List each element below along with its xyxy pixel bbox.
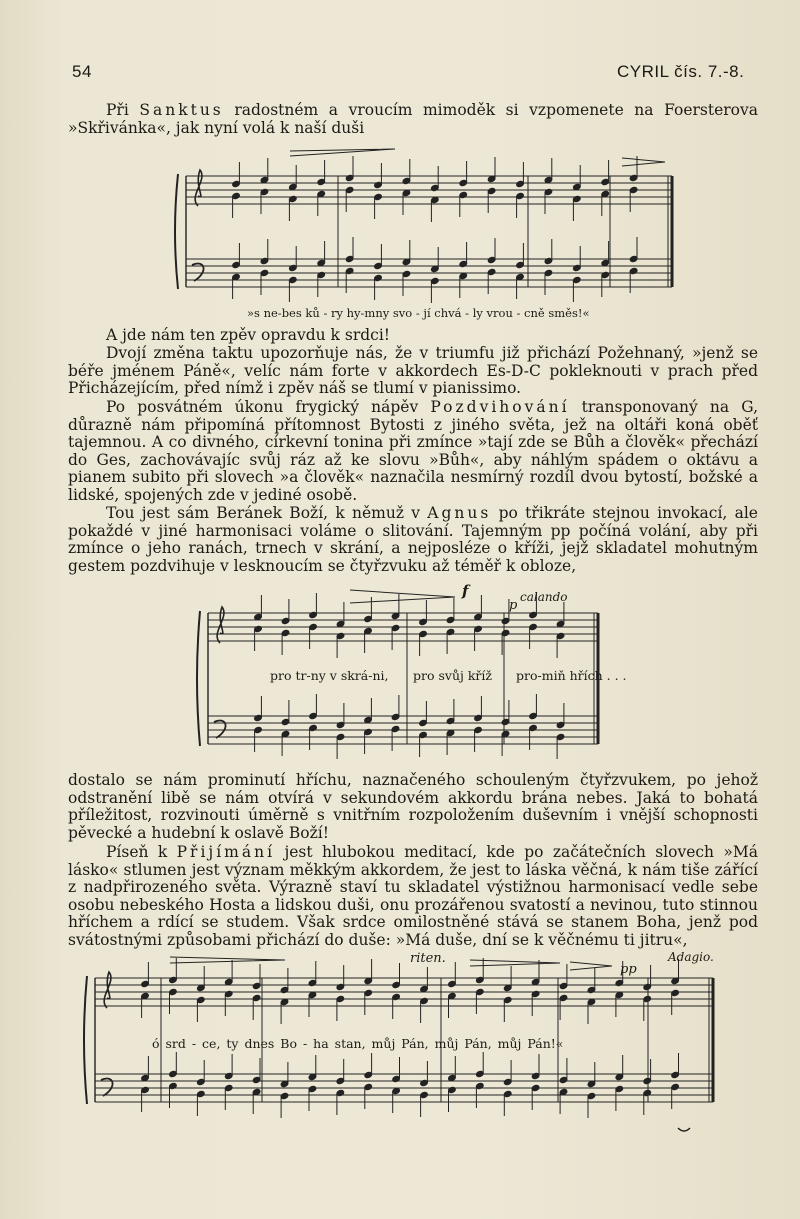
journal-title: CYRIL čís. 7.-8. [617, 62, 745, 81]
brace [84, 976, 87, 1104]
calando-marking: calando [520, 590, 568, 604]
paragraph-5: dostalo se nám prominutí hříchu, naznačeného schouleným čtyřzvukem, po jehož odstranění libě se nám otvírá v sekundovém akkordu brána nebes. Jaká to bohatá příležitost, rozvinouti úměrně s vnitřním rozpoložením duševním i vnější schopnosti pěvecké a hudební k oslavě Boží! [68, 771, 758, 842]
fermata [678, 1128, 690, 1131]
riten-marking: riten. [410, 951, 446, 966]
crescendo-hairpin [290, 149, 395, 156]
paragraph-2: Dvojí změna taktu upozorňuje nás, že v triumfu již přichází Požehnaný, »jenž se béře jménem Páně«, velíc nám forte v akkordech Es-D-C pokleknouti v prach před Přicházejícím, před nímž i zpěv náš se tlumí v pianissimo. [68, 344, 758, 398]
example1-lyrics: »s ne-bes ků - ry hy-mny svo - jí chvá - ly vrou - cně směs!« [247, 306, 590, 320]
example2-lyric-3: pro-miň hřích . . . [516, 668, 627, 683]
brace [197, 611, 200, 746]
decrescendo-hairpin [622, 158, 665, 166]
example3-lyrics: ó srd - ce, ty dnes Bo - ha stan, můj Pán, můj Pán, můj Pán!« [152, 1036, 564, 1051]
page-number: 54 [72, 62, 92, 81]
example2-lyric-1: pro tr-ny v skrá-ni, [270, 668, 389, 683]
paragraph-1: A jde nám ten zpěv opravdu k srdci! [106, 326, 391, 344]
example2-lyric-2: pro svůj kříž [413, 668, 492, 683]
dynamic-piano: p [509, 598, 518, 613]
paragraph-4: Tou jest sám Beránek Boží, k němuž v Agnus po třikráte stejnou invokací, ale pokaždé v jiné harmonisaci voláme o slitování. Tajemným pp počíná volání, aby při zmínce o jeho ranách, trnech v skrání, a nejposléze o kříži, jejž skladatel mohutným gestem pozdvihuje v lesknoucím se čtyřzvuku až téměř k obloze, [68, 504, 758, 575]
brace [175, 174, 178, 289]
paragraph-6: Píseň k Přijímání jest hlubokou meditací, kde po začátečních slovech »Má lásko« stlumen jest význam měkkým akkordem, že jest to láska věčná, k nám tiše zářící z nadpřirozeného světa. Výrazně staví tu skladatel výstižnou harmonisací vedle sebe osobu nebeského Hosta a lidskou duši, onu prozářenou svatostí a nevinou, tuto stinnou hříchem a rdící se studem. Však srdce omilostněné stává se stanem Boha, jenž pod svátostnými způsobami přichází do duše: »Má duše, dní se k věčnému ti jitru«, [68, 843, 758, 949]
treble-clef [104, 972, 111, 1008]
dynamic-pianissimo: pp [620, 962, 637, 977]
decrescendo-hairpin [170, 957, 285, 963]
treble-clef [217, 607, 224, 643]
crescendo-hairpin [350, 590, 455, 603]
dynamic-forte: f [462, 582, 469, 600]
treble-clef [195, 170, 202, 206]
paragraph-3: Po posvátném úkonu frygický nápěv Pozdvihování transponovaný na G, důrazně nám připomíná přítomnost Bytosti z jiného světa, jež na oltáři koná oběť tajemnou. A co divného, církevní tonina při zmínce »tají zde se Bůh a člověk« přechází do Ges, zachovávajíc svůj ráz až ke slovu »Bůh«, aby náhlým spádem o oktávu a pianem subito při slovech »a člověk« naznačila nesmírný rozdíl dvou bytostí, božské a lidské, spojených zde v jediné osobě. [68, 398, 758, 504]
intro-paragraph: Při Sanktus radostném a vroucím mimoděk si vzpomenete na Foersterova »Skřivánka«, jak nyní volá k naší duši [68, 101, 758, 137]
adagio-marking: Adagio. [668, 950, 714, 964]
decrescendo-hairpin [570, 962, 612, 970]
